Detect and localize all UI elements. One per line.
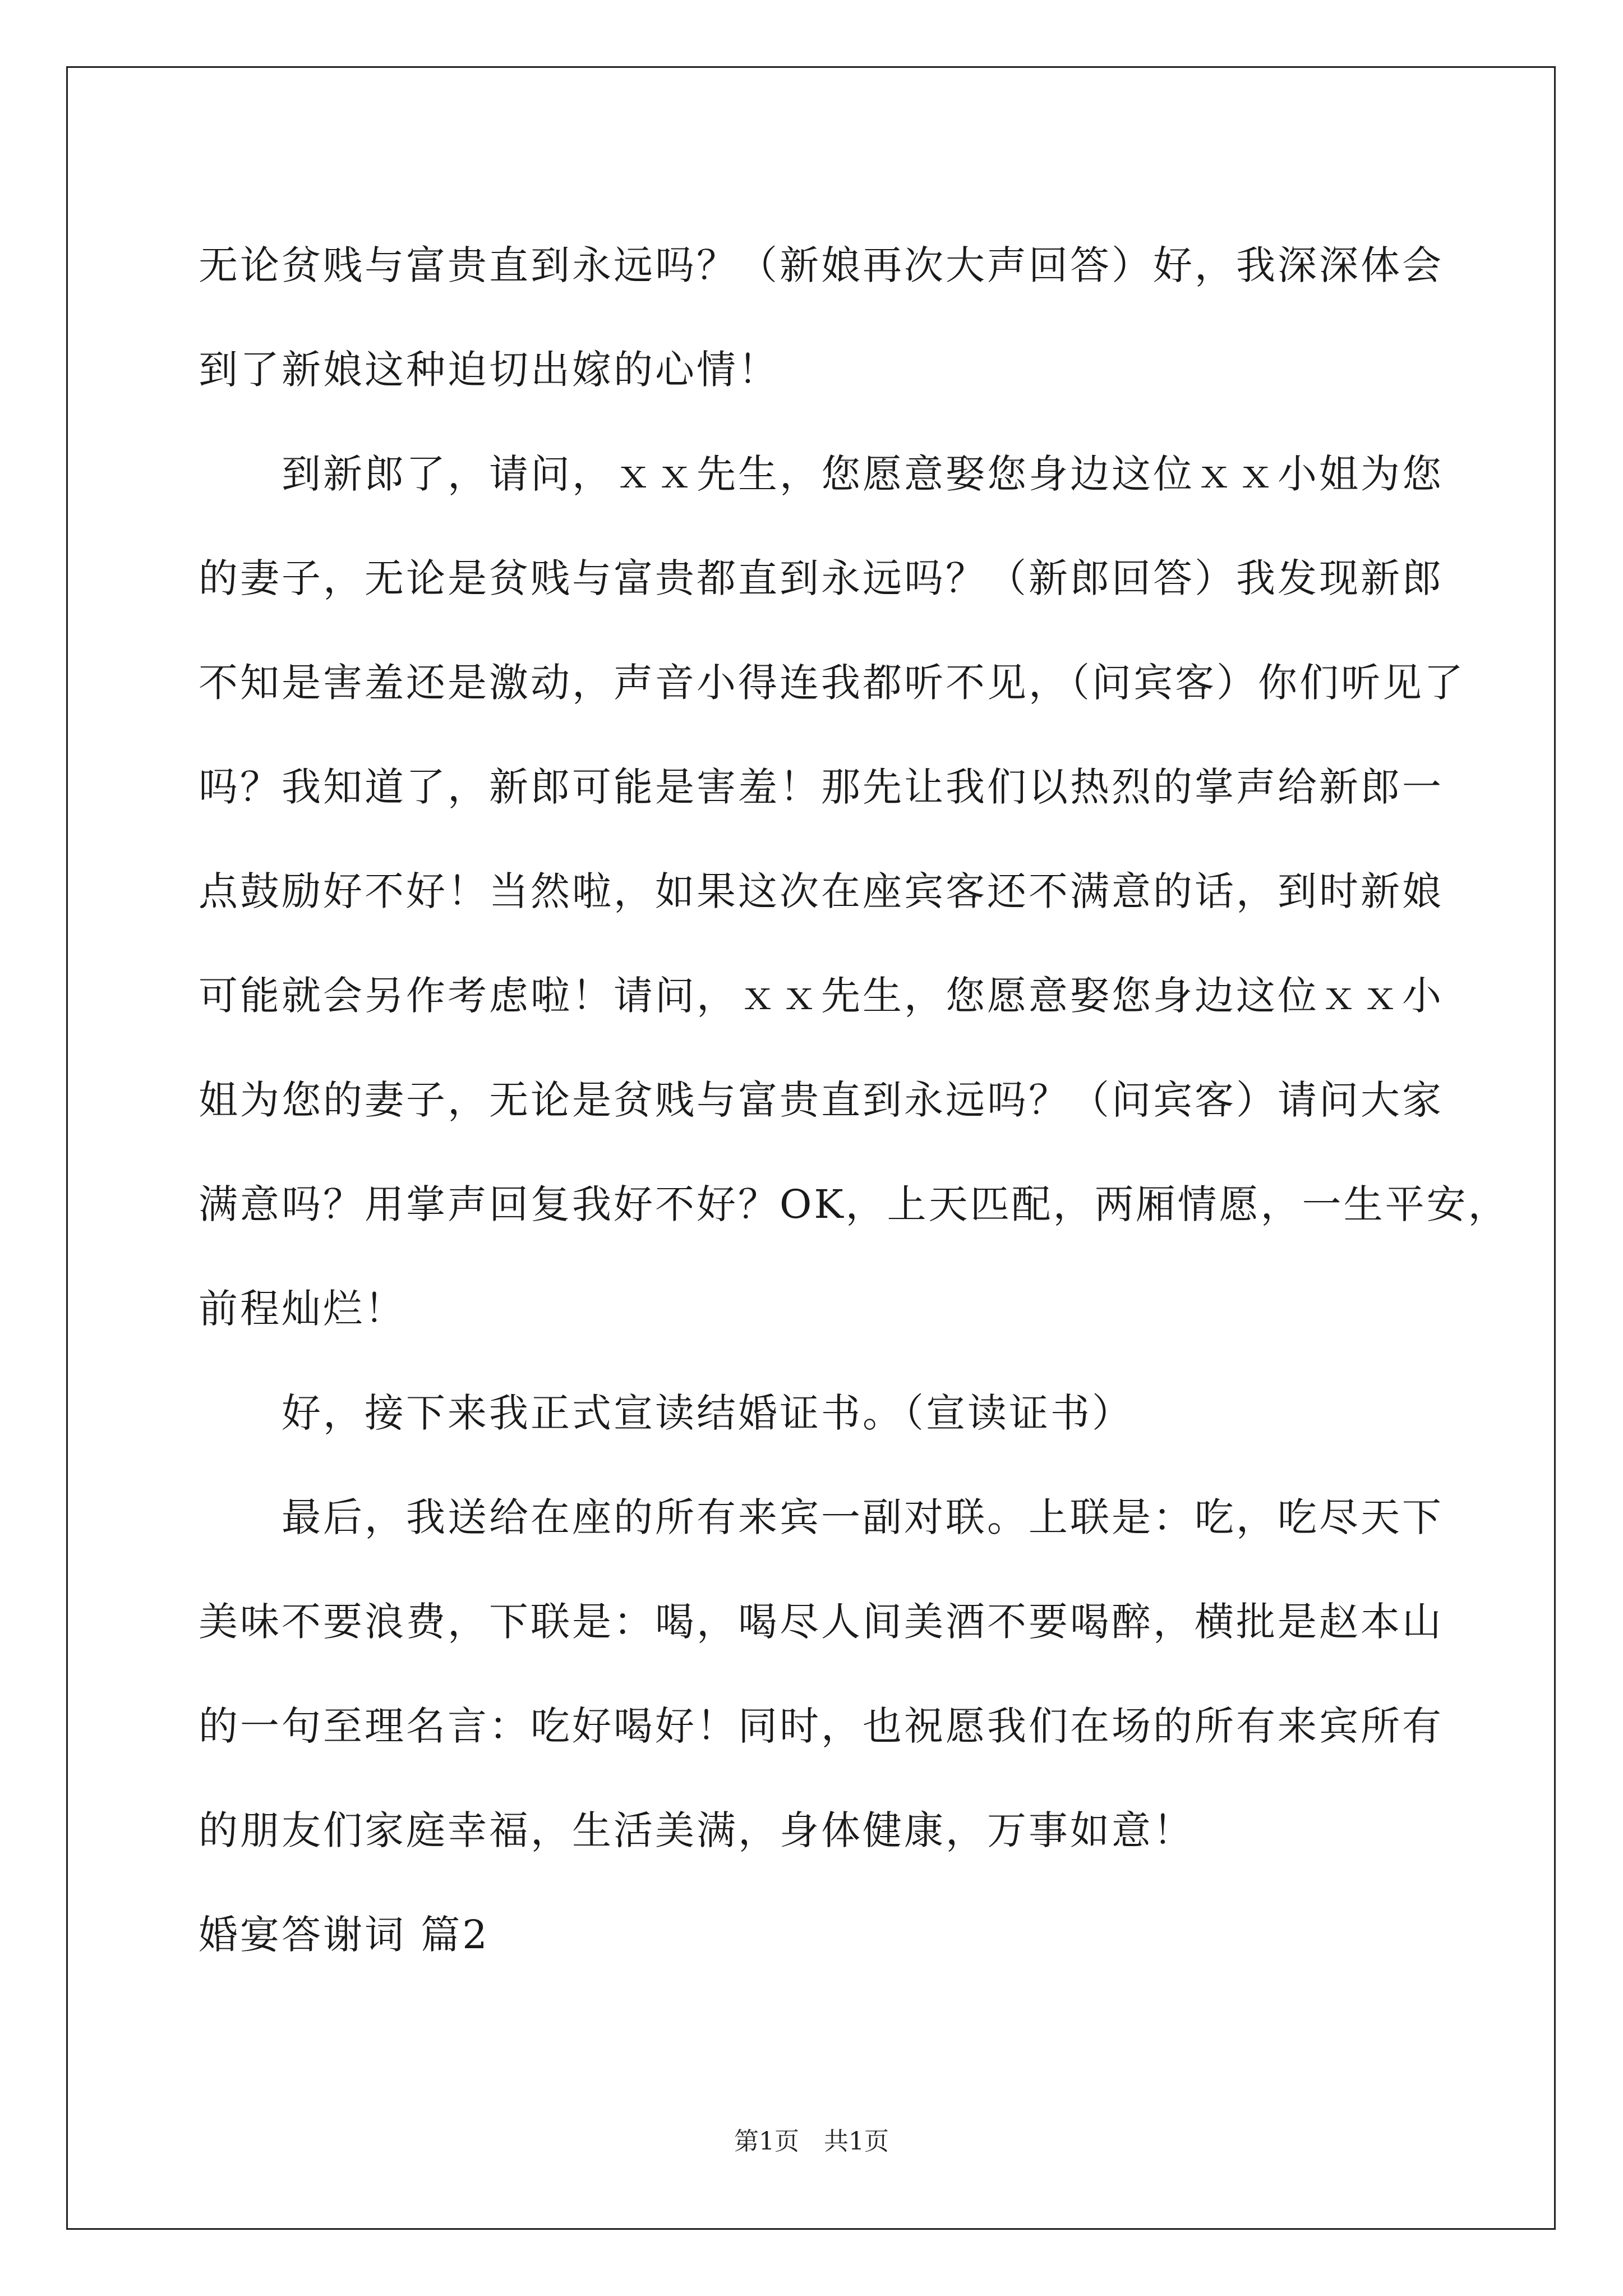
paragraph-start-line: 到新郎了，请问，ｘｘ先生，您愿意娶您身边这位ｘｘ小姐为您 [282, 451, 1444, 497]
text-line: 满意吗？用掌声回复我好不好？OK，上天匹配，两厢情愿，一生平安， [199, 1181, 1510, 1227]
text-line: 无论贫贱与富贵直到永远吗？（新娘再次大声回答）好，我深深体会 [199, 242, 1444, 288]
document-body [199, 213, 1510, 1987]
text-line: 到了新娘这种迫切出嫁的心情！ [199, 347, 780, 393]
text-line: 的妻子，无论是贫贱与富贵都直到永远吗？（新郎回答）我发现新郎 [199, 555, 1444, 601]
page-footer: 第1页 共1页 [734, 2127, 889, 2156]
text-line: 的朋友们家庭幸福，生活美满，身体健康，万事如意！ [199, 1807, 1195, 1853]
section-heading: 婚宴答谢词 篇2 [199, 1912, 490, 1958]
text-line: 可能就会另作考虑啦！请问，ｘｘ先生，您愿意娶您身边这位ｘｘ小 [199, 973, 1444, 1019]
text-line: 前程灿烂！ [199, 1286, 406, 1332]
text-line: 美味不要浪费，下联是：喝，喝尽人间美酒不要喝醉，横批是赵本山 [199, 1599, 1444, 1645]
text-line: 不知是害羞还是激动，声音小得连我都听不见，（问宾客）你们听见了 [199, 660, 1465, 706]
paragraph-start-line: 最后，我送给在座的所有来宾一副对联。上联是：吃，吃尽天下 [282, 1494, 1444, 1540]
text-line: 姐为您的妻子，无论是贫贱与富贵直到永远吗？（问宾客）请问大家 [199, 1077, 1444, 1123]
text-line: 的一句至理名言：吃好喝好！同时，也祝愿我们在场的所有来宾所有 [199, 1703, 1444, 1749]
text-line: 吗？我知道了，新郎可能是害羞！那先让我们以热烈的掌声给新郎一 [199, 764, 1444, 810]
paragraph-start-line: 好，接下来我正式宣读结婚证书。（宣读证书） [282, 1390, 1133, 1436]
text-line: 点鼓励好不好！当然啦，如果这次在座宾客还不满意的话，到时新娘 [199, 868, 1444, 914]
